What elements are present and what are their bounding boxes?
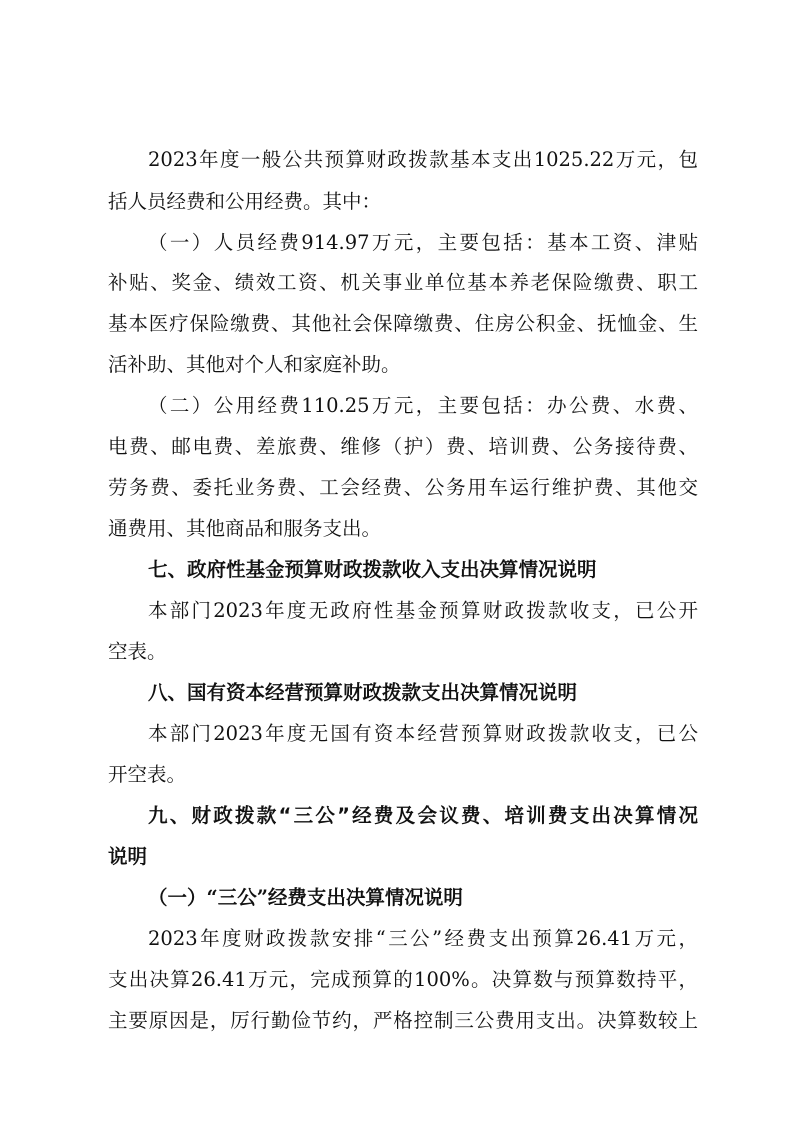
paragraph-line: 本部门2023年度无政府性基金预算财政拨款收支，已公开	[148, 599, 698, 622]
paragraph-line: 空表。	[108, 640, 167, 663]
section-heading-7: 七、政府性基金预算财政拨款收入支出决算情况说明	[148, 558, 597, 581]
subsection-line: （二）公用经费110.25万元，主要包括：办公费、水费、	[148, 394, 698, 417]
section-heading-9: 九、财政拨款“三公”经费及会议费、培训费支出决算情况	[148, 804, 698, 827]
subsection-heading: （一）“三公”经费支出决算情况说明	[148, 886, 463, 909]
paragraph-line: 劳务费、委托业务费、工会经费、公务用车运行维护费、其他交	[108, 476, 698, 499]
paragraph-line: 补贴、奖金、绩效工资、机关事业单位基本养老保险缴费、职工	[108, 271, 698, 294]
paragraph-line: 支出决算26.41万元，完成预算的100%。决算数与预算数持平，	[108, 968, 698, 991]
section-heading-9-continued: 说明	[108, 845, 148, 868]
paragraph-line: 电费、邮电费、差旅费、维修（护）费、培训费、公务接待费、	[108, 435, 698, 458]
paragraph-line: 开空表。	[108, 763, 187, 786]
paragraph-line: 本部门2023年度无国有资本经营预算财政拨款收支，已公	[148, 722, 698, 745]
subsection-line: （一）人员经费914.97万元，主要包括：基本工资、津贴	[148, 231, 698, 254]
section-heading-8: 八、国有资本经营预算财政拨款支出决算情况说明	[148, 681, 578, 704]
paragraph-line: 2023年度财政拨款安排“三公”经费支出预算26.41万元，	[148, 927, 698, 950]
paragraph-line: 通费用、其他商品和服务支出。	[108, 517, 382, 540]
paragraph-line: 活补助、其他对个人和家庭补助。	[108, 353, 401, 376]
paragraph-line: 括人员经费和公用经费。其中：	[108, 190, 382, 213]
paragraph-line: 2023年度一般公共预算财政拨款基本支出1025.22万元，包	[148, 148, 698, 171]
paragraph-line: 主要原因是，厉行勤俭节约，严格控制三公费用支出。决算数较上	[108, 1009, 698, 1032]
paragraph-line: 基本医疗保险缴费、其他社会保障缴费、住房公积金、抚恤金、生	[108, 312, 698, 335]
